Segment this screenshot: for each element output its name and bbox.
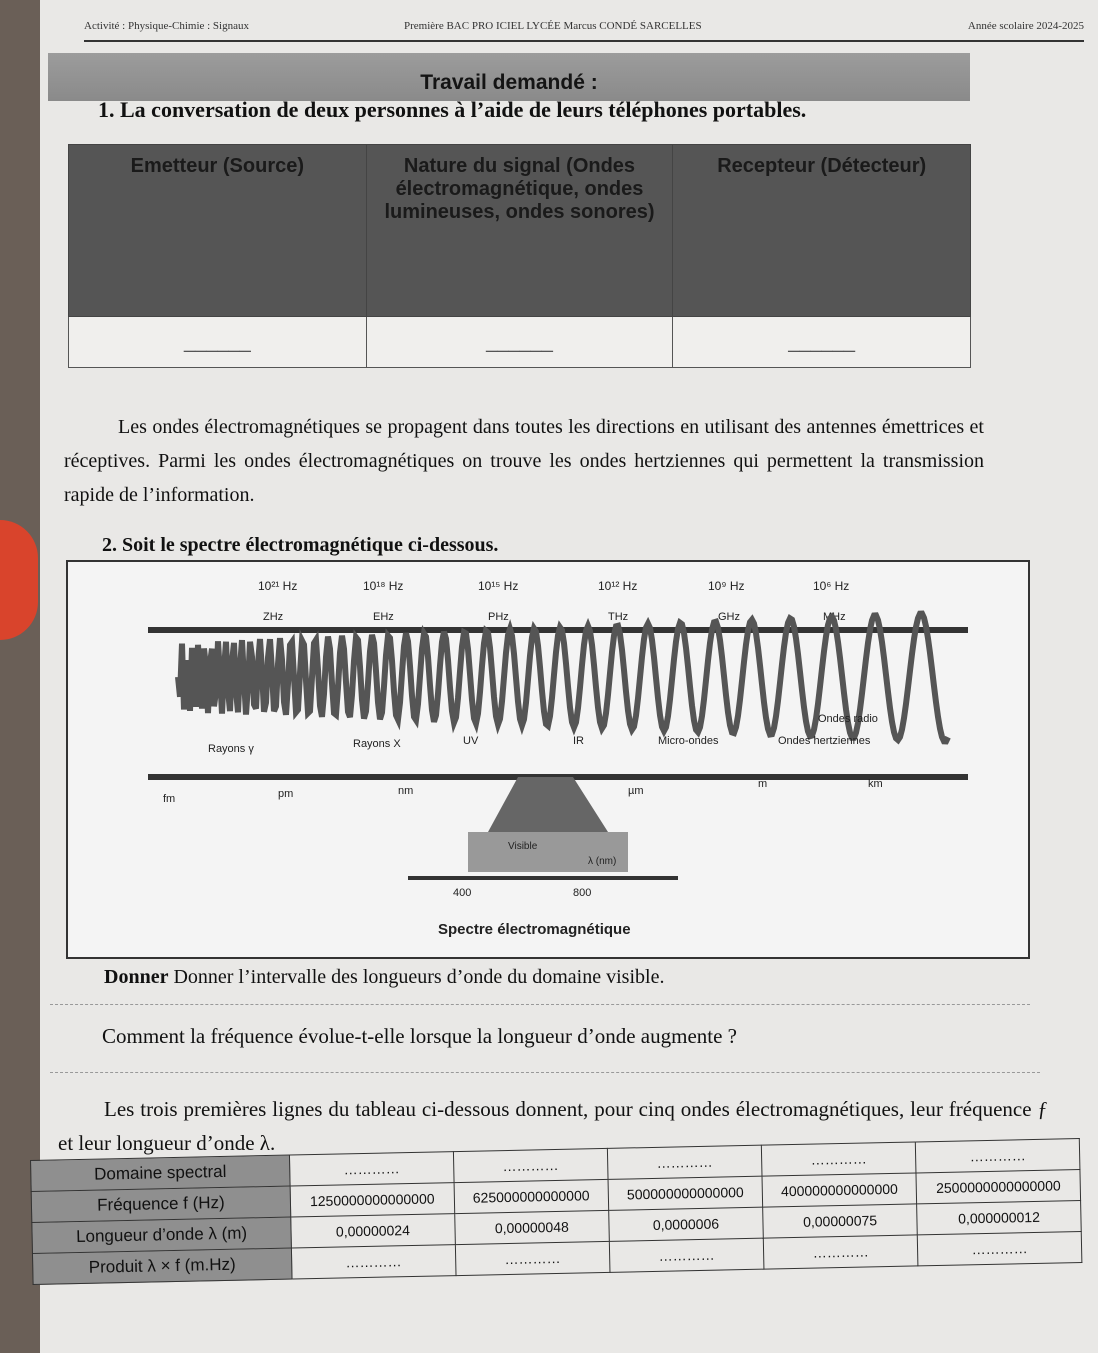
produit-2[interactable]: ………… [455,1241,610,1275]
freq-label-1: 10²¹ Hz [258,579,298,593]
freq-unit-1: ZHz [263,611,284,623]
freq-label-3: 10¹⁵ Hz [478,579,519,593]
frequence-1: 1250000000000000 [290,1183,454,1217]
question-visible: Donner Donner l’intervalle des longueurs d’onde du domaine visible. [104,966,665,988]
visible-label: Visible [508,841,538,852]
row-label-domaine: Domaine spectral [31,1155,291,1191]
visible-max: 800 [573,887,592,899]
domain-gamma: Rayons γ [208,743,254,755]
visible-lambda-unit: λ (nm) [588,856,617,867]
domain-ir: IR [573,735,584,747]
domain-x: Rayons X [353,738,401,750]
visible-funnel [488,777,608,832]
produit-1[interactable]: ………… [291,1245,455,1279]
freq-unit-4: THz [608,611,629,623]
freq-label-6: 10⁶ Hz [813,579,850,593]
frequence-5: 2500000000000000 [916,1170,1080,1204]
answer-line-1[interactable] [50,1004,1030,1005]
produit-4[interactable]: ………… [763,1235,918,1269]
header-recepteur: Recepteur (Détecteur) [673,145,971,317]
longueur-4: 0,00000075 [763,1204,918,1238]
header-left: Activité : Physique-Chimie : Signaux [84,20,249,32]
longueur-2: 0,00000048 [454,1210,609,1244]
freq-label-5: 10⁹ Hz [708,579,745,593]
answer-nature[interactable]: ______ [366,317,673,368]
lambda-1: fm [163,793,176,805]
freq-label-4: 10¹² Hz [598,579,638,593]
domaine-3[interactable]: ………… [607,1145,762,1179]
domaine-1[interactable]: ………… [289,1152,453,1186]
longueur-3: 0,0000006 [609,1207,764,1241]
answer-emetteur[interactable]: ______ [69,317,367,368]
domain-radio: Ondes radio [818,713,878,725]
domain-hertz: Ondes hertziennes [778,735,871,747]
section-title: Travail demandé : [420,71,598,94]
header-center: Première BAC PRO ICIEL LYCÉE Marcus CONDÉ SARCELLES [404,20,702,32]
section-title-bar [48,53,970,101]
header-right: Année scolaire 2024-2025 [967,20,1084,32]
page-header [84,14,1084,42]
domaine-4[interactable]: ………… [761,1142,916,1176]
freq-unit-5: GHz [718,611,740,623]
lambda-4: µm [628,785,644,797]
header-emetteur: Emetteur (Source) [69,145,367,317]
frequence-4: 400000000000000 [762,1173,917,1207]
lambda-5: m [758,778,768,790]
finger [0,520,38,640]
produit-5[interactable]: ………… [917,1232,1081,1266]
question-visible-text: Donner l’intervalle des longueurs d’onde du domaine visible. [173,966,665,988]
frequence-3: 500000000000000 [608,1176,763,1210]
freq-unit-6: MHz [823,611,846,623]
lambda-2: pm [278,788,294,800]
freq-unit-3: PHz [488,611,509,623]
header-nature: Nature du signal (Ondes électromagnétique, ondes lumineuses, ondes sonores) [366,145,673,317]
row-label-longueur: Longueur d’onde λ (m) [32,1217,292,1253]
domaine-2[interactable]: ………… [453,1148,608,1182]
freq-unit-2: EHz [373,611,394,623]
produit-3[interactable]: ………… [609,1238,764,1272]
freq-label-2: 10¹⁸ Hz [363,579,404,593]
lambda-6: km [868,778,883,790]
frequence-2: 625000000000000 [454,1179,609,1213]
row-label-frequence: Fréquence f (Hz) [31,1186,291,1222]
domain-micro: Micro-ondes [658,735,719,747]
question-1: 1. La conversation de deux personnes à l’aide de leurs téléphones portables. [98,97,807,122]
intro-paragraph: Les ondes électromagnétiques se propagent dans toutes les directions en utilisant des antennes émettrices et réceptives. Parmi les ondes électromagnétiques on trouve les ondes hertziennes qui permettent la transmission rapide de l’information. [64,416,984,506]
spectrum-caption: Spectre électromagnétique [438,921,631,938]
row-label-produit: Produit λ × f (m.Hz) [32,1248,292,1284]
visible-min: 400 [453,887,472,899]
longueur-5: 0,000000012 [917,1201,1081,1235]
longueur-1: 0,00000024 [291,1214,455,1248]
signal-table [68,144,971,368]
answer-line-2[interactable] [50,1072,1040,1073]
answer-recepteur[interactable]: ______ [673,317,971,368]
spectrum-figure [66,560,1030,959]
wave-data-table [30,1138,1082,1285]
domain-uv: UV [463,735,479,747]
question-2: 2. Soit le spectre électromagnétique ci-dessous. [102,534,499,556]
intro-table2: Les trois premières lignes du tableau ci-dessous donnent, pour cinq ondes électromagnétiques, leur fréquence ƒ et leur longueur d’onde λ. [58,1097,1048,1155]
question-frequency: Comment la fréquence évolue-t-elle lorsque la longueur d’onde augmente ? [102,1024,738,1048]
domaine-5[interactable]: ………… [916,1139,1080,1173]
lambda-3: nm [398,785,414,797]
